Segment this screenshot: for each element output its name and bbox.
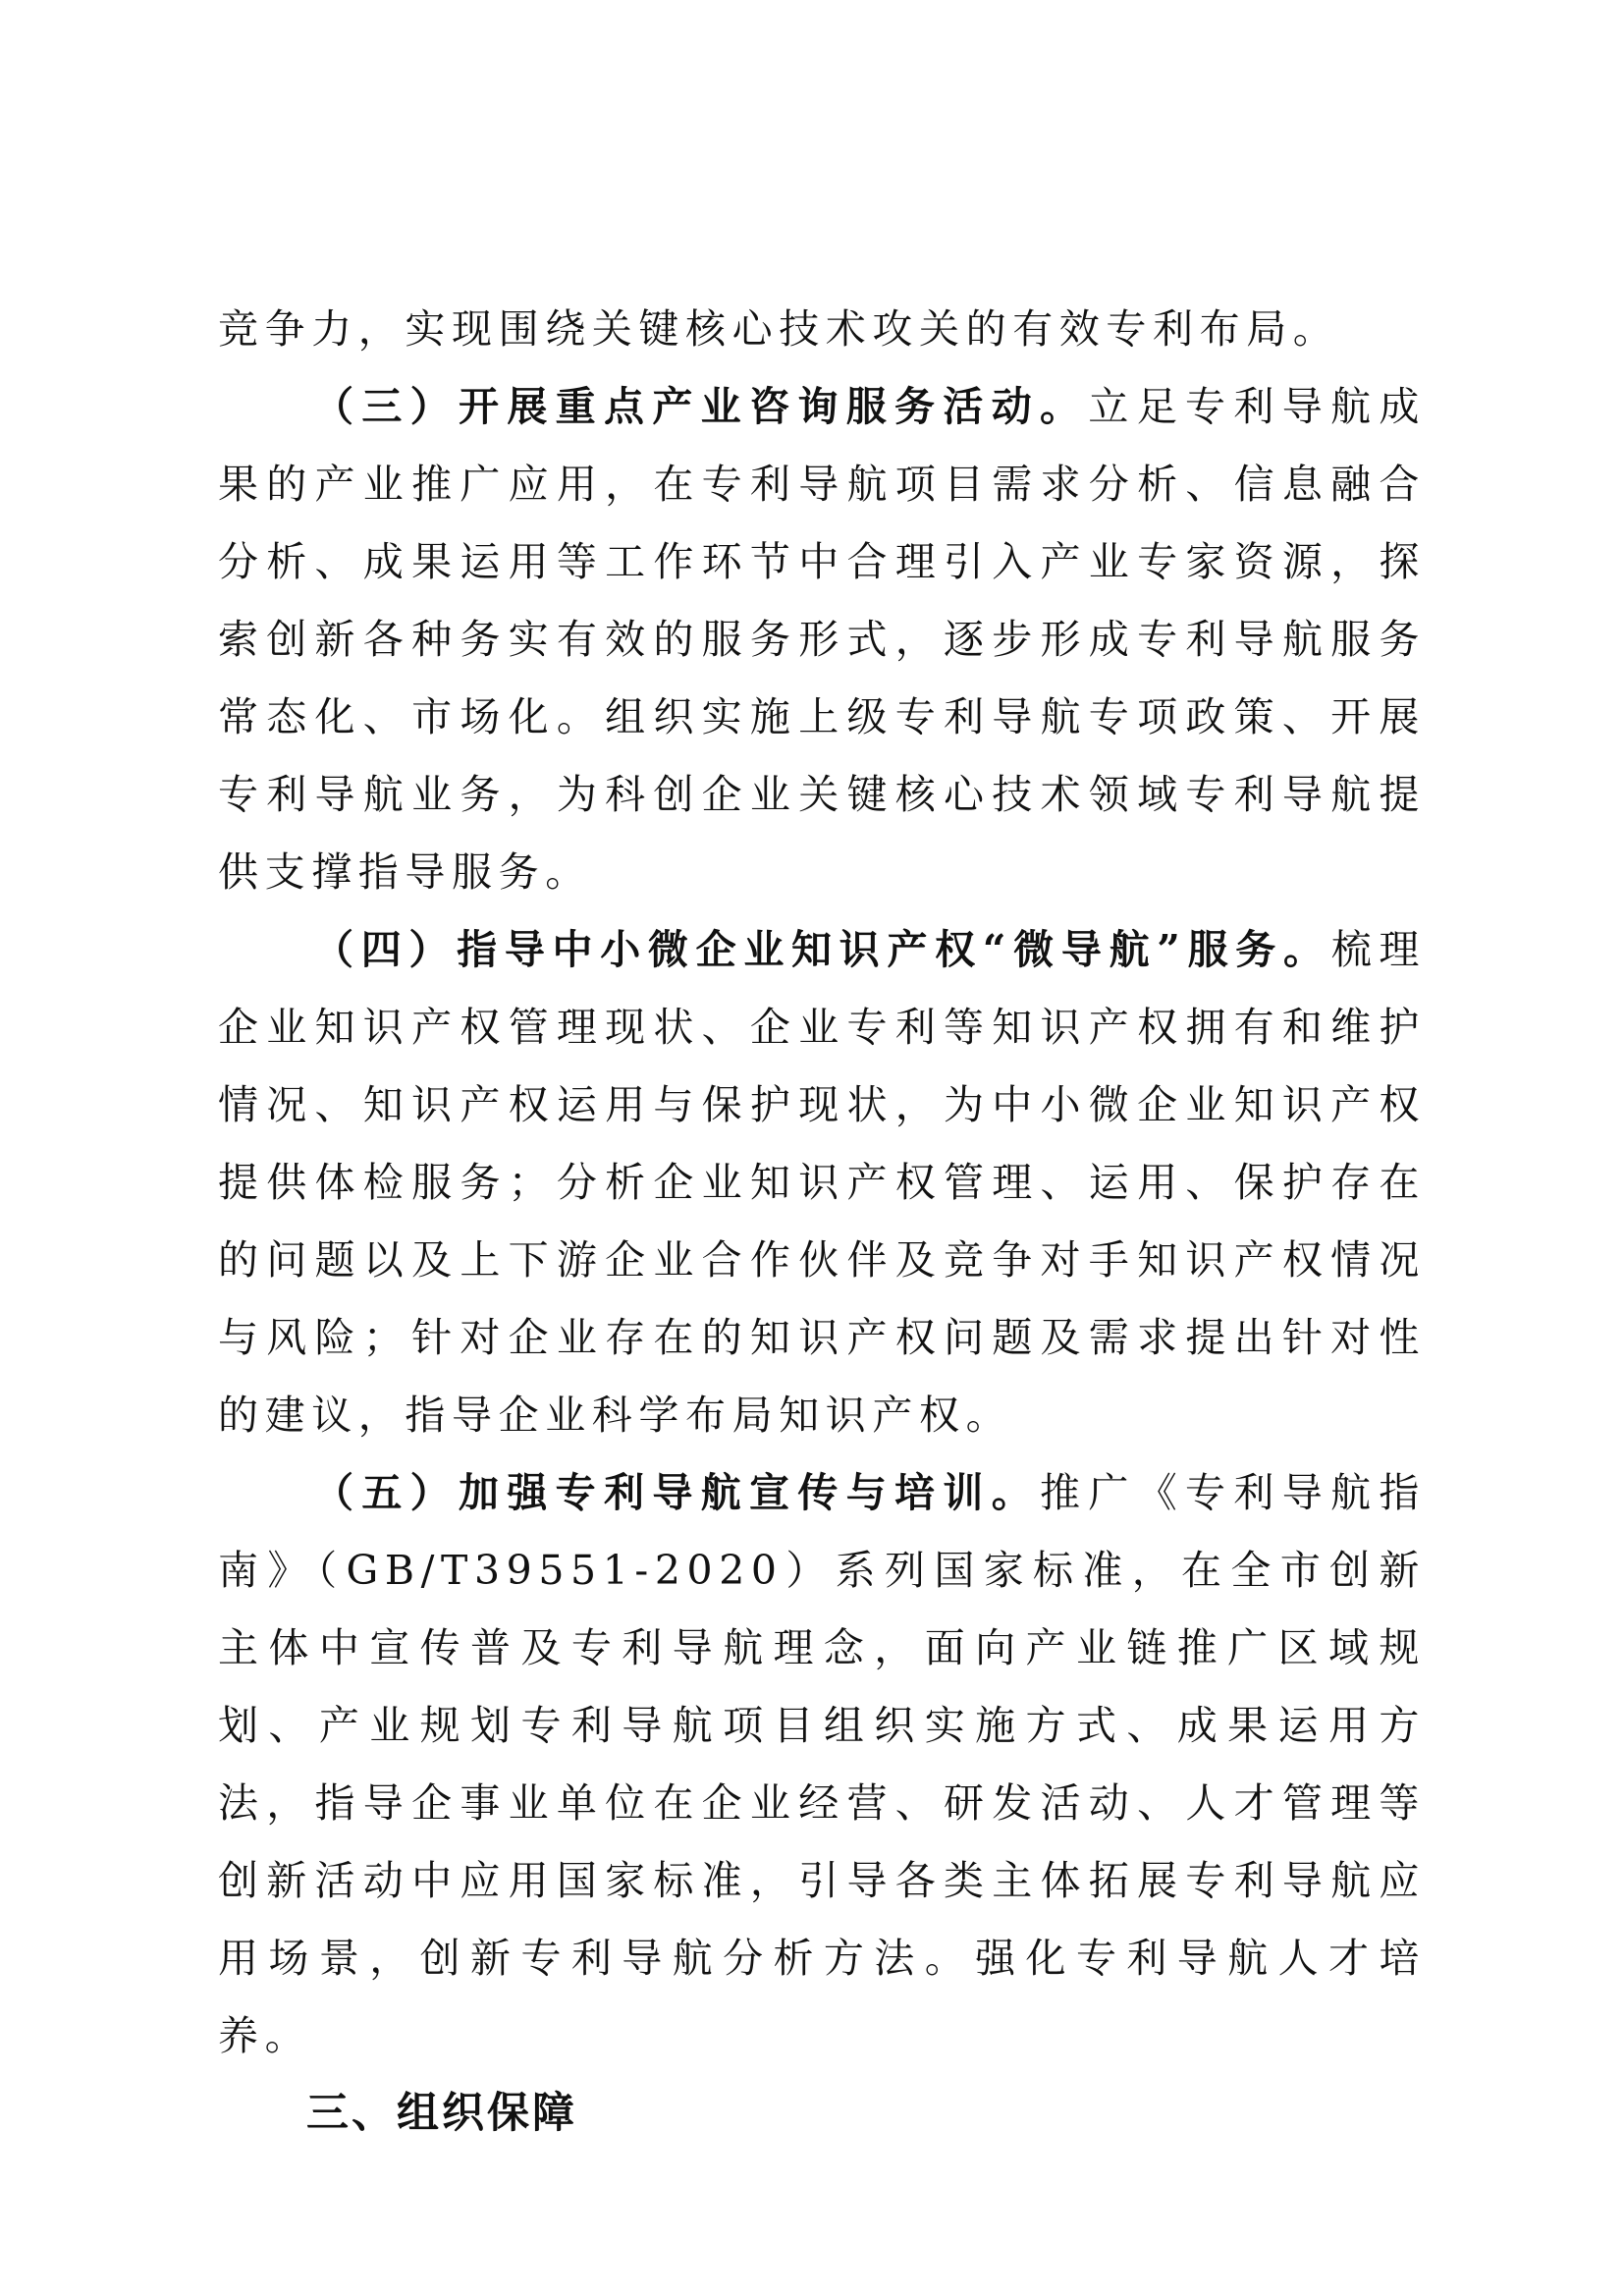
- item-four-body: 梳理企业知识产权管理现状、企业专利等知识产权拥有和维护情况、知识产权运用与保护现状，为中小微企业知识产权提供体检服务；分析企业知识产权管理、运用、保护存在的问题以及上下游企业合作伙伴及竞争对手知识产权情况与风险；针对企业存在的知识产权问题及需求提出针对性的建议，指导企业科学布局知识产权。: [218, 926, 1426, 1439]
- item-four-heading: （四）指导中小微企业知识产权“微导航”服务。: [313, 926, 1331, 973]
- paragraph-item-four: [218, 911, 1426, 1454]
- item-three-heading: （三）开展重点产业咨询服务活动。: [313, 383, 1089, 430]
- document-page: [218, 291, 1426, 2153]
- paragraph-item-three: [218, 368, 1426, 911]
- paragraph-continuation: [218, 291, 1426, 368]
- paragraph-text: 竞争力，实现围绕关键核心技术攻关的有效专利布局。: [218, 305, 1340, 353]
- paragraph-item-five: [218, 1454, 1426, 2075]
- item-five-heading: （五）加强专利导航宣传与培训。: [313, 1469, 1041, 1516]
- section-heading: 三、组织保障: [306, 2089, 577, 2138]
- item-three-body: 立足专利导航成果的产业推广应用，在专利导航项目需求分析、信息融合分析、成果运用等工作环节中合理引入产业专家资源，探索创新各种务实有效的服务形式，逐步形成专利导航服务常态化、市场化。组织实施上级专利导航专项政策、开展专利导航业务，为科创企业关键核心技术领域专利导航提供支撑指导服务。: [218, 383, 1426, 896]
- item-five-body: 推广《专利导航指南》（GB/T39551-2020）系列国家标准，在全市创新主体中宣传普及专利导航理念，面向产业链推广区域规划、产业规划专利导航项目组织实施方式、成果运用方法，指导企事业单位在企业经营、研发活动、人才管理等创新活动中应用国家标准，引导各类主体拓展专利导航应用场景，创新专利导航分析方法。强化专利导航人才培养。: [218, 1469, 1426, 2059]
